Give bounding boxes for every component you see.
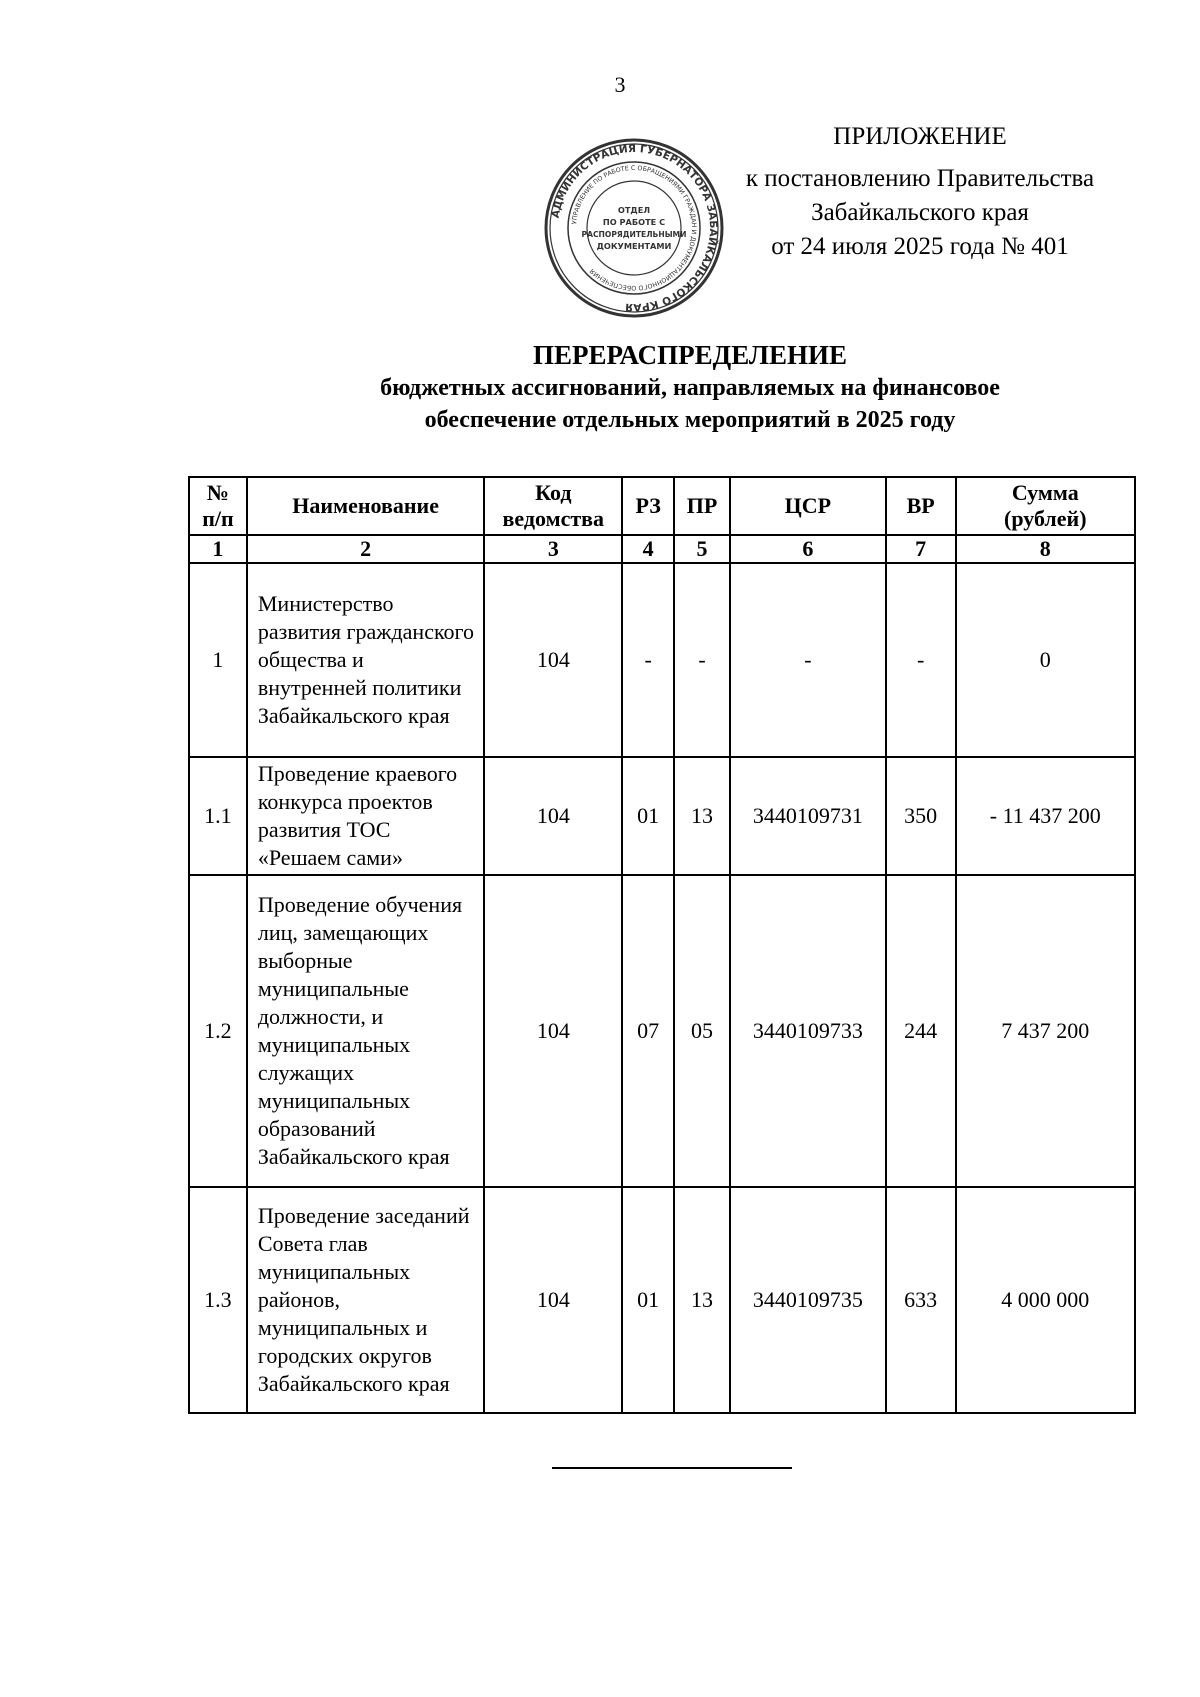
column-number: 7 — [886, 535, 956, 563]
header-name: Наименование — [247, 477, 485, 535]
row-csr: - — [730, 563, 886, 757]
stamp-center-line: ОТДЕЛ — [617, 205, 651, 215]
header-sum: Сумма (рублей) — [956, 477, 1135, 535]
appendix-block — [700, 120, 1140, 264]
row-pr: 13 — [674, 1187, 730, 1413]
row-sum: 7 437 200 — [956, 875, 1135, 1187]
header-pr: ПР — [674, 477, 730, 535]
stamp-center-line: РАСПОРЯДИТЕЛЬНЫМИ — [581, 230, 687, 239]
row-vr: 350 — [886, 757, 956, 875]
row-num: 1 — [189, 563, 247, 757]
row-vr: 633 — [886, 1187, 956, 1413]
row-code: 104 — [484, 757, 622, 875]
row-name: Министерство развития гражданского общества и внутренней политики Забайкальского края — [247, 563, 485, 757]
budget-table — [188, 476, 1136, 1414]
column-number: 1 — [189, 535, 247, 563]
column-numbers-row — [189, 535, 1135, 563]
row-code: 104 — [484, 875, 622, 1187]
table-row — [189, 875, 1135, 1187]
appendix-line-3: от 24 июля 2025 года № 401 — [771, 233, 1069, 260]
heading-subtitle-1: бюджетных ассигнований, направляемых на финансовое — [380, 375, 1000, 401]
header-rz: РЗ — [622, 477, 674, 535]
heading-subtitle-2: обеспечение отдельных мероприятий в 2025 году — [424, 407, 956, 433]
row-rz: - — [622, 563, 674, 757]
row-num: 1.3 — [189, 1187, 247, 1413]
official-stamp — [544, 138, 724, 318]
column-number: 2 — [247, 535, 485, 563]
table-row — [189, 563, 1135, 757]
row-sum: - 11 437 200 — [956, 757, 1135, 875]
row-code: 104 — [484, 1187, 622, 1413]
row-pr: - — [674, 563, 730, 757]
row-pr: 05 — [674, 875, 730, 1187]
row-sum: 0 — [956, 563, 1135, 757]
row-name: Проведение заседаний Совета глав муниципальных районов, муниципальных и городских округов Забайкальского края — [247, 1187, 485, 1413]
row-vr: - — [886, 563, 956, 757]
appendix-title: ПРИЛОЖЕНИЕ — [833, 123, 1007, 150]
header-code: Код ведомства — [484, 477, 622, 535]
row-name: Проведение краевого конкурса проектов развития ТОС «Решаем сами» — [247, 757, 485, 875]
row-pr: 13 — [674, 757, 730, 875]
row-num: 1.1 — [189, 757, 247, 875]
column-number: 4 — [622, 535, 674, 563]
column-number: 5 — [674, 535, 730, 563]
document-heading — [190, 338, 1190, 436]
stamp-center-line: ПО РАБОТЕ С — [602, 217, 666, 227]
appendix-line-1: к постановлению Правительства — [745, 165, 1095, 192]
row-csr: 3440109735 — [730, 1187, 886, 1413]
row-code: 104 — [484, 563, 622, 757]
row-name: Проведение обучения лиц, замещающих выборные муниципальные должности, и муниципальных служащих муниципальных образований Забайкальского края — [247, 875, 485, 1187]
header-num: № п/п — [189, 477, 247, 535]
row-rz: 01 — [622, 1187, 674, 1413]
stamp-outer-text: АДМИНИСТРАЦИЯ ГУБЕРНАТОРА ЗАБАЙКАЛЬСКОГО КРАЯ — [549, 142, 720, 314]
row-sum: 4 000 000 — [956, 1187, 1135, 1413]
row-rz: 07 — [622, 875, 674, 1187]
appendix-line-2: Забайкальского края — [811, 199, 1029, 226]
heading-title: ПЕРЕРАСПРЕДЕЛЕНИЕ — [532, 340, 848, 370]
column-number: 8 — [956, 535, 1135, 563]
column-number: 6 — [730, 535, 886, 563]
table-row — [189, 1187, 1135, 1413]
row-vr: 244 — [886, 875, 956, 1187]
row-num: 1.2 — [189, 875, 247, 1187]
stamp-inner-text: УПРАВЛЕНИЕ ПО РАБОТЕ С ОБРАЩЕНИЯМИ ГРАЖДАН И ДОКУМЕНТАЦИОННОГО ОБЕСПЕЧЕНИЯ — [571, 164, 698, 292]
row-csr: 3440109733 — [730, 875, 886, 1187]
header-vr: ВР — [886, 477, 956, 535]
column-number: 3 — [484, 535, 622, 563]
stamp-center-line: ДОКУМЕНТАМИ — [596, 241, 672, 251]
row-rz: 01 — [622, 757, 674, 875]
table-header-row — [189, 477, 1135, 535]
closing-rule — [552, 1467, 792, 1469]
row-csr: 3440109731 — [730, 757, 886, 875]
header-csr: ЦСР — [730, 477, 886, 535]
table-row — [189, 757, 1135, 875]
page-number: 3 — [614, 72, 626, 97]
